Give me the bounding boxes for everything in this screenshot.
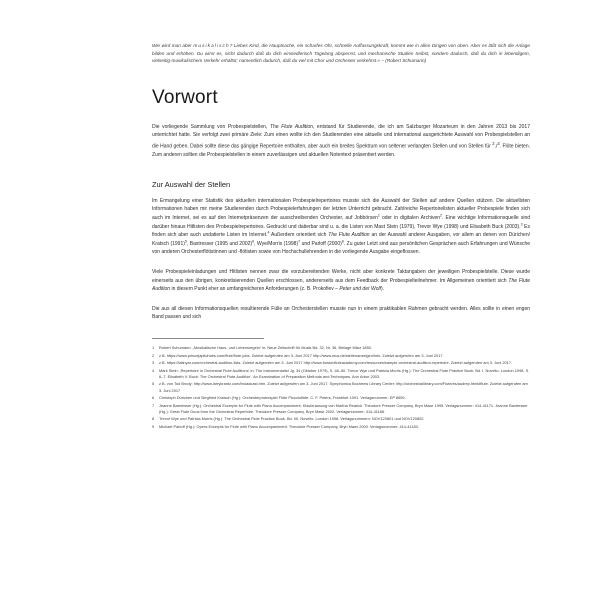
intro-paragraph: Die vorliegende Sammlung von Probespielstellen, The Flute Audition, entstand für Studierende, die ich am Salzburger Mozarteum in den Jahren 2013 bis 2017 unterrichtet hatte. Sie verfolgt zwei primäre Ziele: Zum einen wollte ich den Studierenden eine aktuelle und international ausgerichtete Auswahl von Probespielstellen an die Hand geben. Dabei sollte diese das gängige Repertoire enthalten, aber auch ein breites Spektrum von seltener verlangten Stellen und von Stellen für $^2$./$^3$. Flöte bieten. Zum anderen sollten die Probespielstellen in einem zuverlässigen und aktuellen Notentext präsentiert werden.: [152, 123, 531, 159]
footnote-text: Michael Parloff (Hg.): Opera Excerpts for Flute with Piano Accompaniment. Theodore Presser Company, Bryn Mawr 2000. Verlagsnummer: 414-41183.: [159, 424, 419, 430]
footnote-text: Robert Schumann: „Musikalische Haus- und Lebensregeln“ in: Neue Zeitschrift für Musik Bd. 32, Nr. 36, Beilage März 1850.: [159, 344, 373, 350]
section-subtitle: Zur Auswahl der Stellen: [152, 179, 231, 189]
footnote-text: Christoph Dürichen und Siegfried Kratsch (Hg.): Orchesterprobespiel Flöte Piccoloflöte. C. F. Peters, Frankfurt 1991. Verlagsnummer: EP 8659.: [159, 395, 406, 401]
footnote-item: [152, 381, 530, 393]
footnote-text: Trevor Wye und Patricia Morris (Hg.): The Orchestral Flute Practice Book. Bd. I/II. Novello, London 1998. Verlagsnummern: NOV120801 und NOV120802.: [159, 416, 425, 422]
footnote-text: z.B. von Tod Brody: http://www.larrykrantz.com/broadcast.htm. Zuletzt aufgerufen am 3. Juni 2017. Symphonica Bochems Library Center: http://orchestrallibrary.com/Flute/es/audrep.html#flute. Zuletzt aufgerufen am 3. Juni 2017: [159, 381, 528, 393]
page-title: Vorwort: [152, 86, 218, 108]
epigraph-text: [152, 42, 530, 65]
body-paragraph-2: Viele Probespieleinladungen und Hitlisten nennen zwar die vorzubereitenden Werke, nicht aber konkrete Taktangaben der jeweiligen Probespielstelle. Diese wurde einerseits aus den übrigen, konkretisierenden Quellen erschlossen, andererseits aus dem Feedback der Probespielteilnehmer. Im Allgemeinen orientiert sich The Flute Audition in diesem Punkt eher an umfangreicheren Anforderungen (z. B. Prokofiev – Peter und der Wolf).: [152, 269, 531, 293]
footnote-number: 8: [152, 416, 155, 422]
footnote-text: z.B. https://www.princejapitchairs.com/flute/flute-jobs. Zuletzt aufgerufen am 3. Juni 2017 http://www.mus.de/stellenanzeigen/info. Zuletzt aufgerufen am 3. Juni 2017: [159, 352, 443, 358]
footnote-number: 7: [152, 402, 155, 408]
footnote-number: 3: [152, 360, 155, 366]
footnote-list: [152, 345, 530, 430]
footnote-number: 4: [152, 367, 155, 373]
footnote-text: Jeanne Baxtresser (Hg.): Orchestral Excerpts for Flute with Piano Accompaniment. Klavierauszug von Martha Rearick. Theodore Presser Company, Bryn Mawr 1995. Verlagsnummer: 414-41171. Jeanne Baxtresser (Hg.): Great Flute Duos from the Orchestral Repertoire. Theodore Presser Company, Bryn Mawr 2002. Verlagsnummer: 414-41186.: [159, 402, 528, 414]
footnote-item: [152, 424, 530, 430]
footnote-item: [152, 353, 530, 359]
footnote-item: [152, 416, 530, 422]
footnote-number: 6: [152, 395, 155, 401]
footnote-number: 1: [152, 344, 155, 350]
footnote-number: 9: [152, 424, 155, 430]
body-paragraph-1: Im Ermangelung einer Statistik des aktuellen internationalen Probespielrepertoires musste sich die Auswahl der Stellen auf andere Quellen stützen. Die aktuellsten Informationen haben mir meine Studierenden durch Probespielerfahrungen der letzten Unterricht gebracht. Zahlreiche Repertoirelisten aktueller Probespiele finden sich auch im Internet, sei es auf den Internetpräsenzen der ausschreibenden Orchester, auf Jobbörsen$^1$ oder in digitalen Archiven$^2$. Eine wichtige Informationsquelle sind darüber hinaus Hitlisten des Probespielrepertoires. Gedruckt und datierbar sind u. a. die Listen von Mast Stein (1979), Trevor Wye (1998) und Elisabeth Buck (2003).$^3$ Es finden sich aber auch undatierte Listen im Internet.$^4$ Außerdem orientiert sich The Flute Audition an der Auswahl anderer Ausgaben, vor allem an denen von Dürichen/ Kratsch $(1991)^5$, Baxtresser (1995 und 2002)$^6$, Wye/Morris $(1998)^7$ und Parloff $(2000)^8$. Zu guter Letzt sind aus persönlichen Gesprächen auch Erfahrungen und Wünsche von anderen Orchesterflötistinnen und -flötisten sowie von Hochschullehrenden in die vorliegende Ausgabe eingeflossen.: [152, 197, 531, 256]
footnote-item: [152, 360, 530, 366]
footnote-text: z.B. https://latinyar.com/orchestral-audition-lists. Zuletzt aufgerufen am 3. Juni 2017 http://www.bostonfluteacademy.com/resources/sample-orchestral-audition-repertoire. Zuletzt aufgerufen am 3. Juni 2017.: [159, 360, 513, 366]
body-paragraph-3: Die aus all diesen Informationsquellen resultierende Fülle an Orchesterstellen musste nun in einem praktikablen Rahmen gebracht werden. Alles sollte in einen engen Band passen und sich: [152, 305, 530, 321]
footnote-item: [152, 395, 530, 401]
footnote-item: [152, 345, 530, 351]
footnote-item: [152, 403, 530, 415]
footnote-number: 2: [152, 352, 155, 358]
footnote-number: 5: [152, 381, 155, 387]
footnote-text: Mark Stein: ‚Repertoire in Orchestral Flute Auditions‘ in: The Instrumentalist Jg. 34 (Oktober 1979), S. 46–50. Trevor Wye und Patricia Morris (Hg.): The Orchestral Flute Practice Book. Bd. I. Novello, London 1998. S. 6–7. Elisabeth V. Buck: The Orchestral Flute Audition‘. An Examination of Preparation Methods and Techniques. Ann Arbor 2003.: [159, 367, 530, 379]
footnote-item: [152, 368, 530, 380]
epigraph-body: Wie wird man aber musikalisch? Liebes Kind, die Hauptsache, ein scharfes Ohr, schnelle Auffassungskraft, kommt wie in allen Dingen von oben. Aber es läßt sich die Anlage bilden und erhöhen. Du wirst es, nicht dadurch daß du dich einsiedlerisch Tagelang absperrst, und mechanische Studien treibst, sondern dadurch, daß du dich in lebendigem, vielseitig-musikalischem Verkehr erhältst; namentlich dadurch, daß du viel mit Chor und Orchester verkehrst.« – (Robert Schumann): [152, 43, 530, 64]
footnote-separator: [152, 338, 264, 339]
